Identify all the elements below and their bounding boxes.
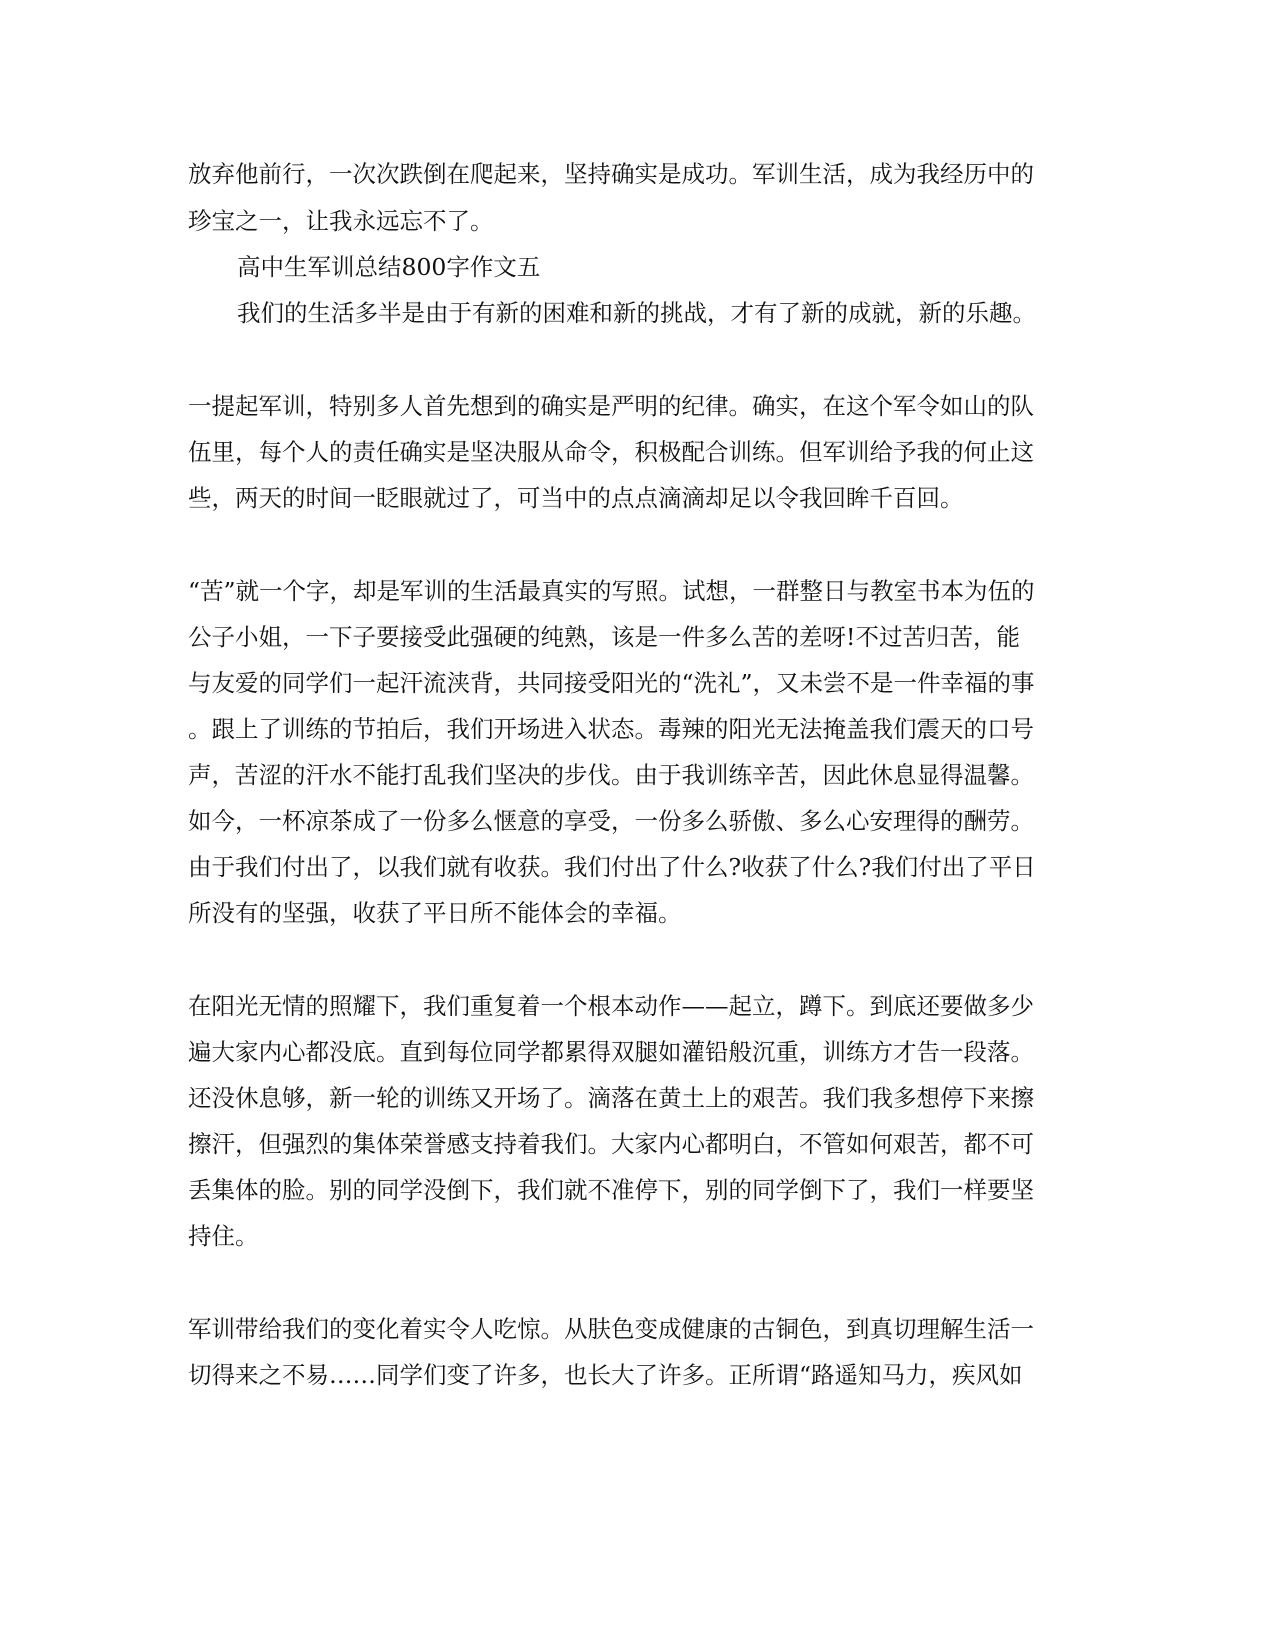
paragraph-line: 擦汗，但强烈的集体荣誉感支持着我们。大家内心都明白，不管如何艰苦，都不可	[188, 1130, 1034, 1158]
paragraph-line: 所没有的坚强，收获了平日所不能体会的幸福。	[188, 899, 682, 927]
paragraph-line: 持住。	[188, 1222, 259, 1250]
paragraph-line: 。跟上了训练的节拍后，我们开场进入状态。毒辣的阳光无法掩盖我们震天的口号	[188, 715, 1034, 743]
paragraph-line: 由于我们付出了，以我们就有收获。我们付出了什么?收获了什么?我们付出了平日	[188, 853, 1036, 881]
paragraph-line: 与友爱的同学们一起汗流浃背，共同接受阳光的“洗礼”，又未尝不是一件幸福的事	[188, 669, 1035, 697]
paragraph-line: 放弃他前行，一次次跌倒在爬起来，坚持确实是成功。军训生活，成为我经历中的	[188, 160, 1034, 188]
paragraph-line: 公子小姐，一下子要接受此强硬的纯熟，该是一件多么苦的差呀!不过苦归苦，能	[188, 623, 1020, 651]
section-heading: 高中生军训总结800字作文五	[237, 253, 541, 281]
paragraph-line: 军训带给我们的变化着实令人吃惊。从肤色变成健康的古铜色，到真切理解生活一	[188, 1315, 1034, 1343]
paragraph-line: 些，两天的时间一眨眼就过了，可当中的点点滴滴却足以令我回眸千百回。	[188, 484, 964, 512]
paragraph-line: 声，苦涩的汗水不能打乱我们坚决的步伐。由于我训练辛苦，因此休息显得温馨。	[188, 761, 1034, 789]
paragraph-line: 如今，一杯凉茶成了一份多么惬意的享受，一份多么骄傲、多么心安理得的酬劳。	[188, 807, 1034, 835]
paragraph-line: “苦”就一个字，却是军训的生活最真实的写照。试想，一群整日与教室书本为伍的	[188, 577, 1035, 605]
paragraph-line: 在阳光无情的照耀下，我们重复着一个根本动作——起立，蹲下。到底还要做多少	[188, 992, 1034, 1020]
paragraph-line: 丢集体的脸。别的同学没倒下，我们就不准停下，别的同学倒下了，我们一样要坚	[188, 1176, 1034, 1204]
paragraph-line: 切得来之不易……同学们变了许多，也长大了许多。正所谓“路遥知马力，疾风如	[188, 1361, 1023, 1389]
paragraph-line: 伍里，每个人的责任确实是坚决服从命令，积极配合训练。但军训给予我的何止这	[188, 438, 1034, 466]
paragraph-line: 我们的生活多半是由于有新的困难和新的挑战，才有了新的成就，新的乐趣。	[237, 299, 1036, 327]
paragraph-line: 一提起军训，特别多人首先想到的确实是严明的纪律。确实，在这个军令如山的队	[188, 392, 1034, 420]
paragraph-line: 还没休息够，新一轮的训练又开场了。滴落在黄土上的艰苦。我们我多想停下来擦	[188, 1084, 1034, 1112]
paragraph-line: 遍大家内心都没底。直到每位同学都累得双腿如灌铅般沉重，训练方才告一段落。	[188, 1038, 1034, 1066]
paragraph-line: 珍宝之一，让我永远忘不了。	[188, 207, 494, 235]
